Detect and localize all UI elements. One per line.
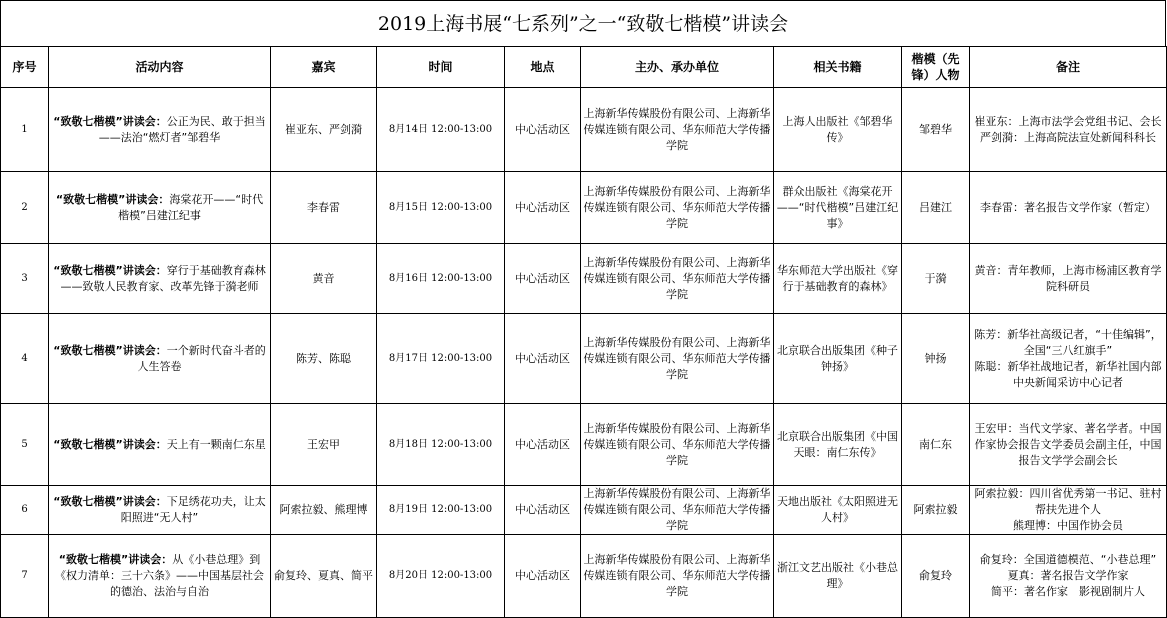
row-host: 上海新华传媒股份有限公司、上海新华传媒连锁有限公司、华东师范大学传播学院 xyxy=(581,244,774,314)
row-no: 2 xyxy=(1,172,49,244)
row-time: 8月14日 12:00-13:00 xyxy=(377,88,505,172)
row-note xyxy=(970,404,1167,486)
row-model: 阿索拉毅 xyxy=(902,486,970,535)
table-row xyxy=(1,314,1167,404)
content-title: “致敬七楷模”讲读会： xyxy=(58,553,173,566)
row-books: 北京联合出版集团《中国天眼：南仁东传》 xyxy=(774,404,902,486)
row-time: 8月19日 12:00-13:00 xyxy=(377,486,505,535)
row-books: 浙江文艺出版社《小巷总理》 xyxy=(774,535,902,618)
table-body xyxy=(1,88,1167,618)
row-no: 5 xyxy=(1,404,49,486)
note-line: 王宏甲：当代文学家、著名学者。中国作家协会报告文学委员会副主任，中国报告文学学会副会长 xyxy=(974,421,1162,467)
row-time: 8月20日 12:00-13:00 xyxy=(377,535,505,618)
row-place: 中心活动区 xyxy=(505,535,581,618)
row-place: 中心活动区 xyxy=(505,486,581,535)
row-model: 南仁东 xyxy=(902,404,970,486)
note-line: 夏真：著名报告文学作家 xyxy=(1007,569,1129,582)
row-model: 吕建江 xyxy=(902,172,970,244)
note-line: 李春雷：著名报告文学作家（暂定） xyxy=(980,200,1156,214)
header-row xyxy=(1,47,1167,88)
row-model: 俞复玲 xyxy=(902,535,970,618)
content-subtitle: 下足绣花功夫，让太阳照进“无人村” xyxy=(120,495,266,524)
row-content xyxy=(49,88,271,172)
row-no: 7 xyxy=(1,535,49,618)
table-row xyxy=(1,535,1167,618)
row-content xyxy=(49,535,271,618)
header-no: 序号 xyxy=(1,47,49,88)
row-note xyxy=(970,88,1167,172)
row-books: 天地出版社《太阳照进无人村》 xyxy=(774,486,902,535)
row-content xyxy=(49,244,271,314)
sheet-title: 2019上海书展“七系列”之一“致敬七楷模”讲读会 xyxy=(0,0,1166,46)
row-guest: 俞复玲、夏真、简平 xyxy=(271,535,377,618)
row-content xyxy=(49,314,271,404)
event-table xyxy=(0,46,1167,618)
note-line: 崔亚东：上海市法学会党组书记、会长 xyxy=(974,114,1162,128)
header-guest: 嘉宾 xyxy=(271,47,377,88)
note-line: 熊理博：中国作协会员 xyxy=(1013,519,1123,532)
content-subtitle: 穿行于基础教育森林——致敬人民教育家、改革先锋于漪老师 xyxy=(60,263,266,293)
row-note xyxy=(970,314,1167,404)
content-subtitle: 天上有一颗南仁东星 xyxy=(166,437,266,451)
table-row xyxy=(1,88,1167,172)
row-time: 8月16日 12:00-13:00 xyxy=(377,244,505,314)
row-guest: 王宏甲 xyxy=(271,404,377,486)
row-no: 3 xyxy=(1,244,49,314)
header-content: 活动内容 xyxy=(49,47,271,88)
row-guest: 阿索拉毅、熊理博 xyxy=(271,486,377,535)
row-content xyxy=(49,486,271,535)
content-title: “致敬七楷模”讲读会： xyxy=(53,114,167,128)
note-line: 俞复玲：全国道德模范、“小巷总理” xyxy=(979,553,1157,566)
row-books: 上海人出版社《邹碧华传》 xyxy=(774,88,902,172)
header-books: 相关书籍 xyxy=(774,47,902,88)
table-row xyxy=(1,244,1167,314)
row-host: 上海新华传媒股份有限公司、上海新华传媒连锁有限公司、华东师范大学传播学院 xyxy=(581,535,774,618)
content-subtitle: 一个新时代奋斗者的人生答卷 xyxy=(137,343,266,373)
header-model: 楷模（先锋）人物 xyxy=(902,47,970,88)
content-subtitle: 公正为民、敢于担当——法治“燃灯者”邹碧华 xyxy=(98,114,266,144)
row-books: 群众出版社《海棠花开——“时代楷模”吕建江纪事》 xyxy=(774,172,902,244)
content-subtitle: 从《小巷总理》到《权力清单：三十六条》——中国基层社会的德治、法治与自治 xyxy=(55,553,264,598)
note-line: 严剑漪：上海高院法宣处新闻科科长 xyxy=(980,130,1156,144)
content-subtitle: 海棠花开——“时代楷模”吕建江纪事 xyxy=(118,192,264,222)
row-guest: 李春雷 xyxy=(271,172,377,244)
row-note xyxy=(970,172,1167,244)
note-line: 阿索拉毅：四川省优秀第一书记、驻村帮扶先进个人 xyxy=(974,487,1162,516)
note-line: 陈芳：新华社高级记者，“十佳编辑”，全国“三八红旗手” xyxy=(974,327,1162,357)
row-host: 上海新华传媒股份有限公司、上海新华传媒连锁有限公司、华东师范大学传播学院 xyxy=(581,486,774,535)
row-content xyxy=(49,172,271,244)
row-note xyxy=(970,486,1167,535)
row-content xyxy=(49,404,271,486)
header-time: 时间 xyxy=(377,47,505,88)
content-title: “致敬七楷模”讲读会： xyxy=(53,437,167,451)
content-title: “致敬七楷模”讲读会： xyxy=(53,263,167,277)
row-place: 中心活动区 xyxy=(505,314,581,404)
table-row xyxy=(1,486,1167,535)
row-books: 华东师范大学出版社《穿行于基础教育的森林》 xyxy=(774,244,902,314)
table-row xyxy=(1,404,1167,486)
row-model: 邹碧华 xyxy=(902,88,970,172)
row-model: 于漪 xyxy=(902,244,970,314)
row-place: 中心活动区 xyxy=(505,172,581,244)
row-host: 上海新华传媒股份有限公司、上海新华传媒连锁有限公司、华东师范大学传播学院 xyxy=(581,314,774,404)
row-time: 8月17日 12:00-13:00 xyxy=(377,314,505,404)
header-place: 地点 xyxy=(505,47,581,88)
row-guest: 崔亚东、严剑漪 xyxy=(271,88,377,172)
row-place: 中心活动区 xyxy=(505,404,581,486)
row-place: 中心活动区 xyxy=(505,88,581,172)
row-note xyxy=(970,535,1167,618)
row-no: 6 xyxy=(1,486,49,535)
row-place: 中心活动区 xyxy=(505,244,581,314)
content-title: “致敬七楷模”讲读会： xyxy=(55,192,170,206)
row-time: 8月18日 12:00-13:00 xyxy=(377,404,505,486)
row-model: 钟扬 xyxy=(902,314,970,404)
row-guest: 陈芳、陈聪 xyxy=(271,314,377,404)
row-time: 8月15日 12:00-13:00 xyxy=(377,172,505,244)
row-host: 上海新华传媒股份有限公司、上海新华传媒连锁有限公司、华东师范大学传播学院 xyxy=(581,404,774,486)
content-title: “致敬七楷模”讲读会： xyxy=(53,343,167,357)
table-row xyxy=(1,172,1167,244)
row-no: 4 xyxy=(1,314,49,404)
note-line: 黄音：青年教师，上海市杨浦区教育学院科研员 xyxy=(974,263,1162,293)
row-note xyxy=(970,244,1167,314)
header-host: 主办、承办单位 xyxy=(581,47,774,88)
header-note: 备注 xyxy=(970,47,1167,88)
row-guest: 黄音 xyxy=(271,244,377,314)
note-line: 陈聪：新华社战地记者，新华社国内部中央新闻采访中心记者 xyxy=(974,359,1162,389)
note-line: 简平：著名作家 影视剧制片人 xyxy=(991,585,1145,598)
content-title: “致敬七楷模”讲读会： xyxy=(53,495,167,508)
row-host: 上海新华传媒股份有限公司、上海新华传媒连锁有限公司、华东师范大学传播学院 xyxy=(581,88,774,172)
row-books: 北京联合出版集团《种子钟扬》 xyxy=(774,314,902,404)
row-no: 1 xyxy=(1,88,49,172)
row-host: 上海新华传媒股份有限公司、上海新华传媒连锁有限公司、华东师范大学传播学院 xyxy=(581,172,774,244)
